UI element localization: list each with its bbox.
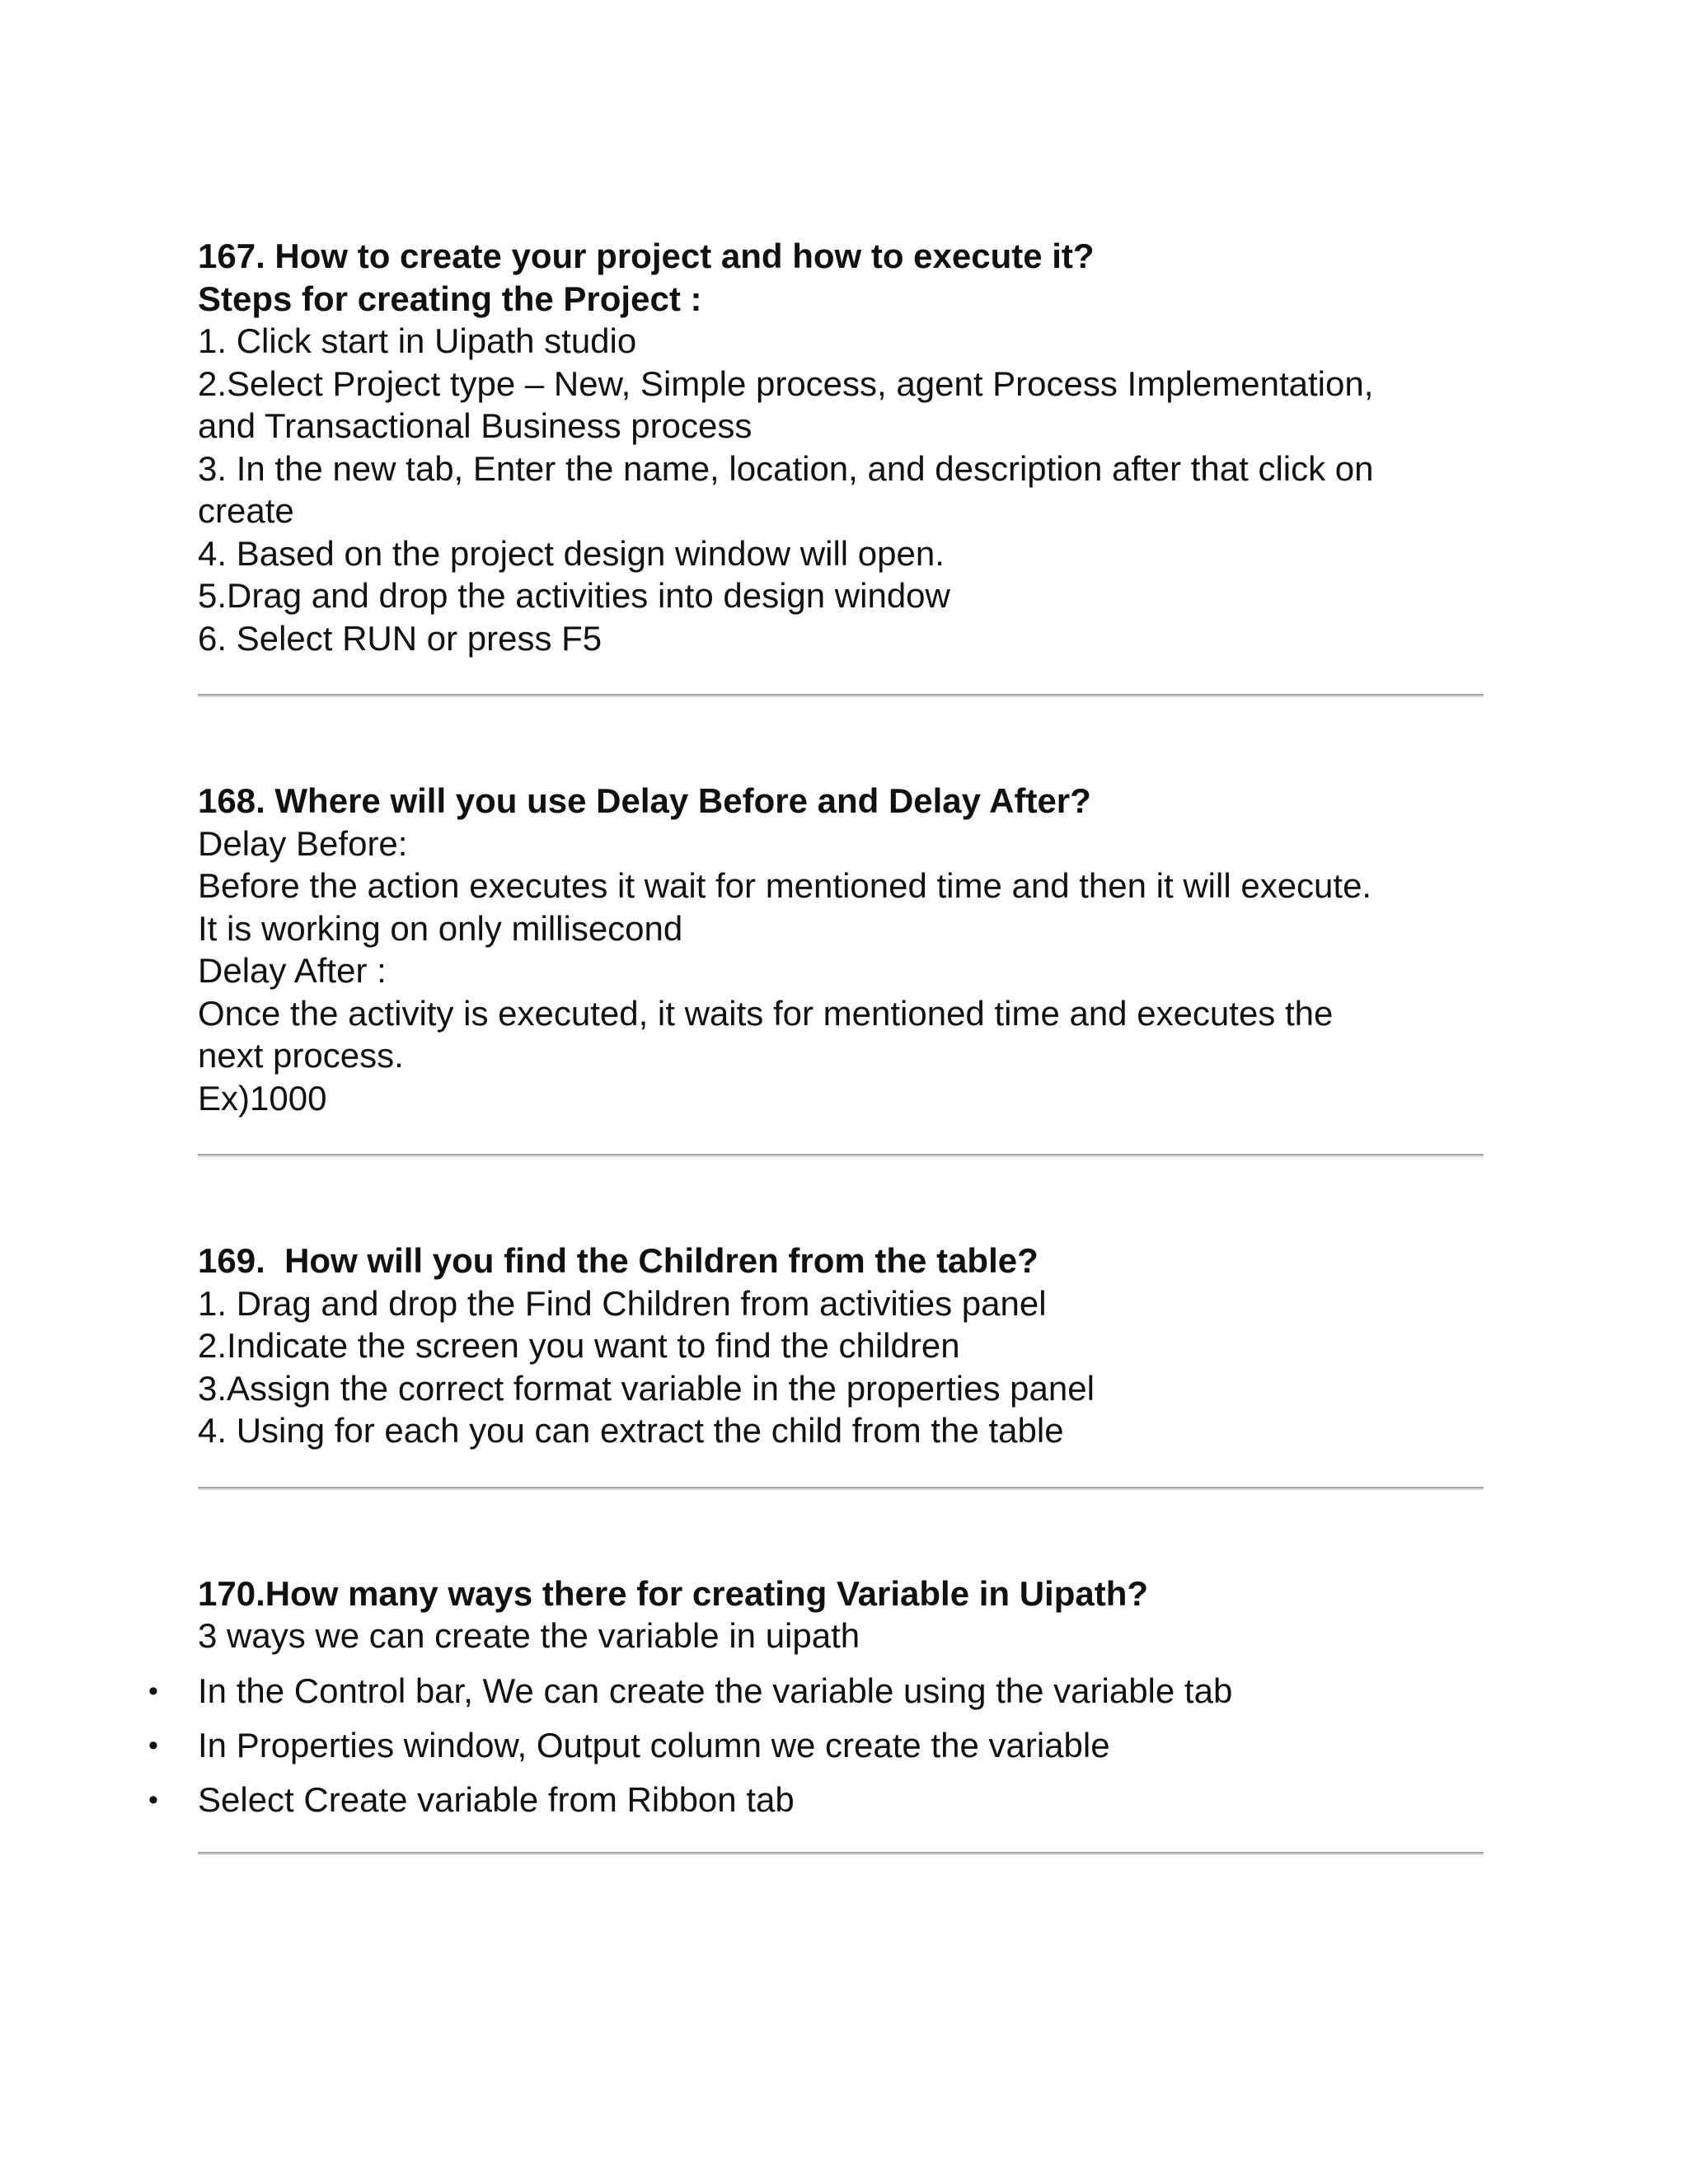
answer-line: 1. Click start in Uipath studio: [198, 321, 637, 360]
question-167-title: 167. How to create your project and how to execute it?: [198, 237, 1095, 275]
question-167-section: [198, 235, 1484, 659]
answer-line: Ex)1000: [198, 1078, 327, 1118]
answer-line: and Transactional Business process: [198, 406, 753, 445]
list-item-text: In Properties window, Output column we create the variable: [198, 1725, 1110, 1765]
question-170-section: [148, 1572, 1484, 1827]
answer-line: 6. Select RUN or press F5: [198, 618, 603, 658]
section-divider: [198, 1487, 1484, 1490]
question-170-title: 170.How many ways there for creating Variable in Uipath?: [198, 1573, 1149, 1613]
list-item: [148, 1773, 1484, 1827]
bullet-icon: •: [148, 1729, 158, 1761]
answer-intro: 3 ways we can create the variable in uipath: [198, 1616, 860, 1655]
answer-line: Once the activity is executed, it waits for mentioned time and executes the: [198, 993, 1334, 1033]
answer-line: 1. Drag and drop the Find Children from activities panel: [198, 1283, 1047, 1323]
answer-line: 2.Indicate the screen you want to find the children: [198, 1326, 960, 1365]
question-169-title: 169. How will you find the Children from the table?: [198, 1241, 1039, 1280]
answer-line: next process.: [198, 1036, 404, 1075]
list-item: [148, 1718, 1484, 1773]
document-page: [148, 235, 1484, 1855]
bullet-list: [148, 1664, 1484, 1827]
section-divider: [198, 1154, 1484, 1157]
answer-line: Delay Before:: [198, 823, 408, 863]
answer-line: Before the action executes it wait for mentioned time and then it will execute.: [198, 866, 1372, 905]
answer-line: 4. Based on the project design window will open.: [198, 533, 945, 573]
question-168-section: [198, 780, 1484, 1119]
bullet-icon: •: [148, 1783, 158, 1816]
answer-line: Delay After :: [198, 951, 387, 990]
answer-line: 4. Using for each you can extract the child from the table: [198, 1411, 1064, 1450]
question-169-section: [198, 1240, 1484, 1452]
answer-line: 2.Select Project type – New, Simple process, agent Process Implementation,: [198, 363, 1374, 403]
list-item: [148, 1664, 1484, 1718]
question-168-title: 168. Where will you use Delay Before and Delay After?: [198, 781, 1091, 820]
list-item-text: Select Create variable from Ribbon tab: [198, 1779, 795, 1819]
answer-line: 3.Assign the correct format variable in the properties panel: [198, 1368, 1095, 1408]
answer-line: It is working on only millisecond: [198, 908, 683, 948]
section-divider: [198, 694, 1484, 697]
answer-line: 5.Drag and drop the activities into design window: [198, 576, 950, 615]
section-divider: [198, 1852, 1484, 1855]
answer-line: create: [198, 491, 294, 530]
list-item-text: In the Control bar, We can create the variable using the variable tab: [198, 1671, 1233, 1710]
answer-line: 3. In the new tab, Enter the name, location, and description after that click on: [198, 448, 1374, 488]
question-167-subheading: Steps for creating the Project :: [198, 279, 702, 318]
bullet-icon: •: [148, 1675, 158, 1707]
